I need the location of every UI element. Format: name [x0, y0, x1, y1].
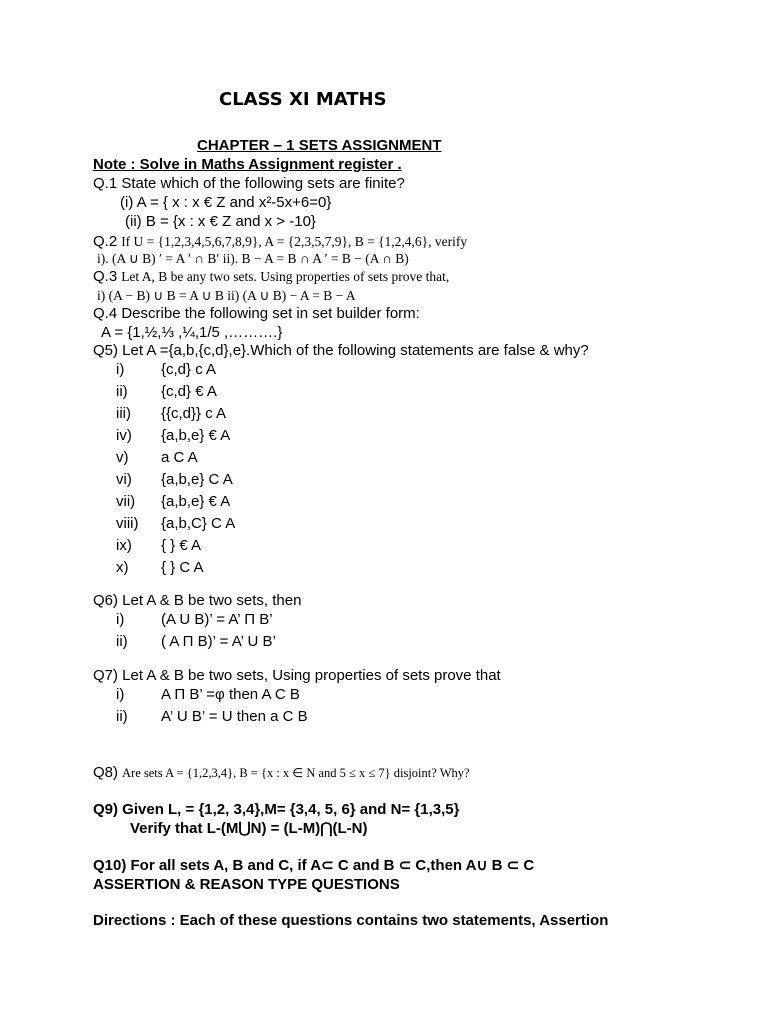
q5-item-statement: {a,b,C} C A: [161, 515, 236, 532]
q5-item-statement: {{c,d}} c A: [161, 405, 227, 422]
chapter-heading: CHAPTER – 1 SETS ASSIGNMENT: [197, 137, 442, 154]
q7-item-number: ii): [116, 708, 128, 725]
q5-item-statement: {c,d} € A: [161, 383, 217, 400]
q6-item-number: i): [116, 611, 125, 628]
q5-item-number: i): [116, 361, 125, 378]
q3-number: Q.3: [93, 268, 118, 285]
q2-line-2: i). (A ∪ B) ′ = A ′ ∩ B′ ii). B − A = B ∩ A ′ = B − (A ∩ B): [97, 251, 409, 266]
document-title: CLASS XI MATHS: [219, 89, 387, 110]
q5-item-statement: a C A: [161, 449, 198, 466]
q8-text: Are sets A = {1,2,3,4}, B = {x : x ∈ N and 5 ≤ x ≤ 7} disjoint? Why?: [122, 766, 470, 780]
q5-item-number: iii): [116, 405, 131, 422]
q5-item-number: v): [116, 449, 129, 466]
q2-text: If U = {1,2,3,4,5,6,7,8,9}, A = {2,3,5,7,9}, B = {1,2,4,6}, verify: [121, 234, 468, 249]
q6-item-number: ii): [116, 633, 128, 650]
q7-item-statement: A’ U B’ = U then a C B: [161, 708, 308, 725]
q5-item-statement: { } C A: [161, 559, 204, 576]
q3-line-2: i) (A − B) ∪ B = A ∪ B ii) (A ∪ B) − A = B − A: [97, 288, 356, 303]
q4-text: Q.4 Describe the following set in set builder form:: [93, 305, 420, 322]
q9-line-2: Verify that L-(M⋃N) = (L-M)⋂(L-N): [130, 820, 368, 837]
q1-text: Q.1 State which of the following sets are finite?: [93, 175, 405, 192]
assertion-reason-heading: ASSERTION & REASON TYPE QUESTIONS: [93, 876, 400, 893]
q1-item-i: (i) A = { x : x € Z and x²-5x+6=0}: [120, 194, 332, 211]
q5-item-number: ii): [116, 383, 128, 400]
q5-item-number: vi): [116, 471, 132, 488]
q5-item-statement: {a,b,e} € A: [161, 427, 231, 444]
q3-text: Let A, B be any two sets. Using properties of sets prove that,: [121, 269, 450, 284]
q1-item-ii: (ii) B = {x : x € Z and x > -10}: [125, 213, 316, 230]
q6-item-statement: ( A Π B)’ = A’ U B’: [161, 633, 276, 650]
q5-item-number: vii): [116, 493, 136, 510]
q6-text: Q6) Let A & B be two sets, then: [93, 592, 302, 609]
q5-item-statement: { } € A: [161, 537, 202, 554]
note-line: Note : Solve in Maths Assignment register .: [93, 156, 402, 173]
q4-set: A = {1,½,⅓ ,¼,1/5 ,……….}: [101, 324, 283, 341]
q5-text: Q5) Let A ={a,b,{c,d},e}.Which of the following statements are false & why?: [93, 342, 589, 359]
directions-line: Directions : Each of these questions contains two statements, Assertion: [93, 912, 609, 929]
q5-item-number: iv): [116, 427, 132, 444]
q2-line-1: [93, 234, 467, 250]
q5-item-statement: {c,d} c A: [161, 361, 217, 378]
q8-number: Q8): [93, 764, 119, 781]
q5-item-number: ix): [116, 537, 132, 554]
q3-line-1: [93, 269, 449, 285]
q7-item-number: i): [116, 686, 125, 703]
q9-line-1: Q9) Given L, = {1,2, 3,4},M= {3,4, 5, 6} and N= {1,3,5}: [93, 801, 460, 818]
q8-line: [93, 765, 470, 781]
q5-item-number: viii): [116, 515, 139, 532]
q5-item-number: x): [116, 559, 129, 576]
q7-item-statement: A Π B’ =φ then A C B: [161, 686, 300, 703]
q2-number: Q.2: [93, 233, 118, 250]
q5-item-statement: {a,b,e} C A: [161, 471, 233, 488]
q6-item-statement: (A U B)’ = A’ Π B’: [161, 611, 273, 628]
q10-line: Q10) For all sets A, B and C, if A⊂ C and B ⊂ C,then A∪ B ⊂ C: [93, 857, 535, 874]
q7-text: Q7) Let A & B be two sets, Using properties of sets prove that: [93, 667, 501, 684]
q5-item-statement: {a,b,e} € A: [161, 493, 231, 510]
